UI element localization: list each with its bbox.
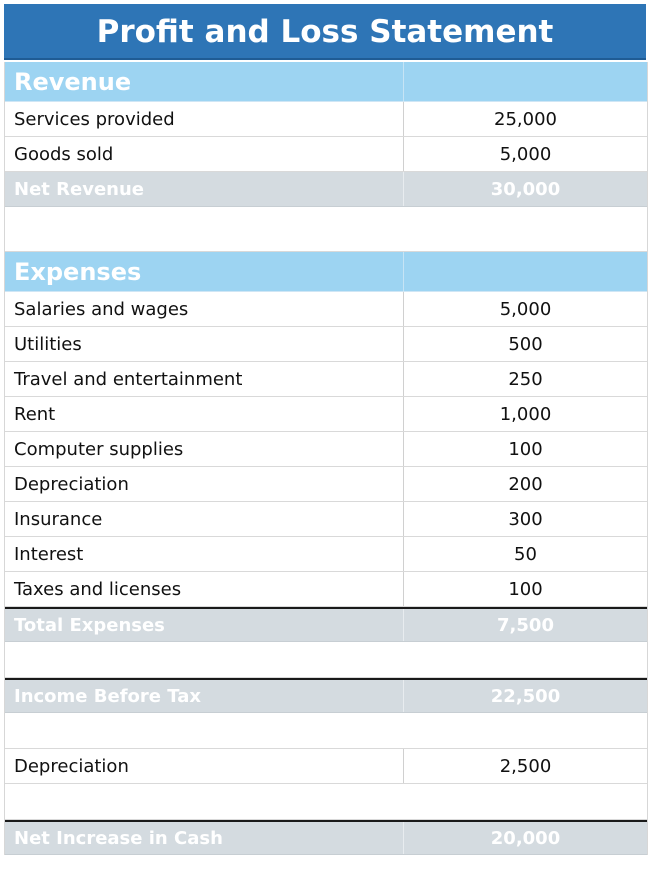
revenue-heading-value-cell (403, 62, 647, 101)
row-value[interactable]: 25,000 (403, 102, 647, 136)
expenses-heading-value-cell (403, 252, 647, 291)
table-row[interactable] (5, 362, 647, 397)
net-revenue-value: 30,000 (403, 172, 647, 206)
net-revenue-row (5, 172, 647, 207)
statement-table (4, 62, 648, 855)
expenses-section-header (5, 252, 647, 292)
net-increase-value: 20,000 (403, 822, 647, 854)
row-value[interactable]: 200 (403, 467, 647, 501)
table-row[interactable] (5, 537, 647, 572)
total-expenses-row (5, 607, 647, 642)
table-row[interactable] (5, 397, 647, 432)
row-label: Interest (14, 543, 84, 565)
row-label: Rent (14, 403, 56, 425)
income-before-tax-value: 22,500 (403, 680, 647, 712)
depreciation-addback-row[interactable] (5, 749, 647, 784)
row-value[interactable]: 5,000 (403, 292, 647, 326)
revenue-section-header (5, 62, 647, 102)
revenue-heading: Revenue (14, 67, 132, 96)
table-row[interactable] (5, 572, 647, 607)
row-label: Salaries and wages (14, 298, 189, 320)
row-label: Services provided (14, 108, 175, 130)
row-value[interactable]: 50 (403, 537, 647, 571)
row-value[interactable]: 250 (403, 362, 647, 396)
table-row[interactable] (5, 467, 647, 502)
expenses-heading: Expenses (14, 257, 142, 286)
table-row[interactable] (5, 137, 647, 172)
row-label: Utilities (14, 333, 82, 355)
table-row[interactable] (5, 292, 647, 327)
row-value[interactable]: 100 (403, 432, 647, 466)
spacer-row (5, 642, 647, 678)
total-expenses-label: Total Expenses (14, 614, 165, 636)
net-increase-row (5, 820, 647, 855)
income-before-tax-label: Income Before Tax (14, 685, 201, 707)
row-label: Depreciation (14, 473, 129, 495)
row-label: Goods sold (14, 143, 114, 165)
row-value[interactable]: 5,000 (403, 137, 647, 171)
row-value[interactable]: 300 (403, 502, 647, 536)
row-value[interactable]: 100 (403, 572, 647, 606)
depreciation-addback-label: Depreciation (14, 755, 129, 777)
statement-title: Profit and Loss Statement (4, 4, 646, 60)
table-row[interactable] (5, 502, 647, 537)
row-value[interactable]: 500 (403, 327, 647, 361)
spacer-row (5, 207, 647, 252)
spacer-row (5, 713, 647, 749)
net-increase-label: Net Increase in Cash (14, 827, 223, 849)
table-row[interactable] (5, 432, 647, 467)
table-row[interactable] (5, 102, 647, 137)
row-label: Taxes and licenses (14, 578, 182, 600)
table-row[interactable] (5, 327, 647, 362)
income-before-tax-row (5, 678, 647, 713)
net-revenue-label: Net Revenue (14, 178, 144, 200)
spacer-row (5, 784, 647, 820)
total-expenses-value: 7,500 (403, 609, 647, 641)
row-label: Travel and entertainment (14, 368, 243, 390)
row-label: Computer supplies (14, 438, 184, 460)
depreciation-addback-value[interactable]: 2,500 (403, 749, 647, 783)
row-label: Insurance (14, 508, 103, 530)
row-value[interactable]: 1,000 (403, 397, 647, 431)
